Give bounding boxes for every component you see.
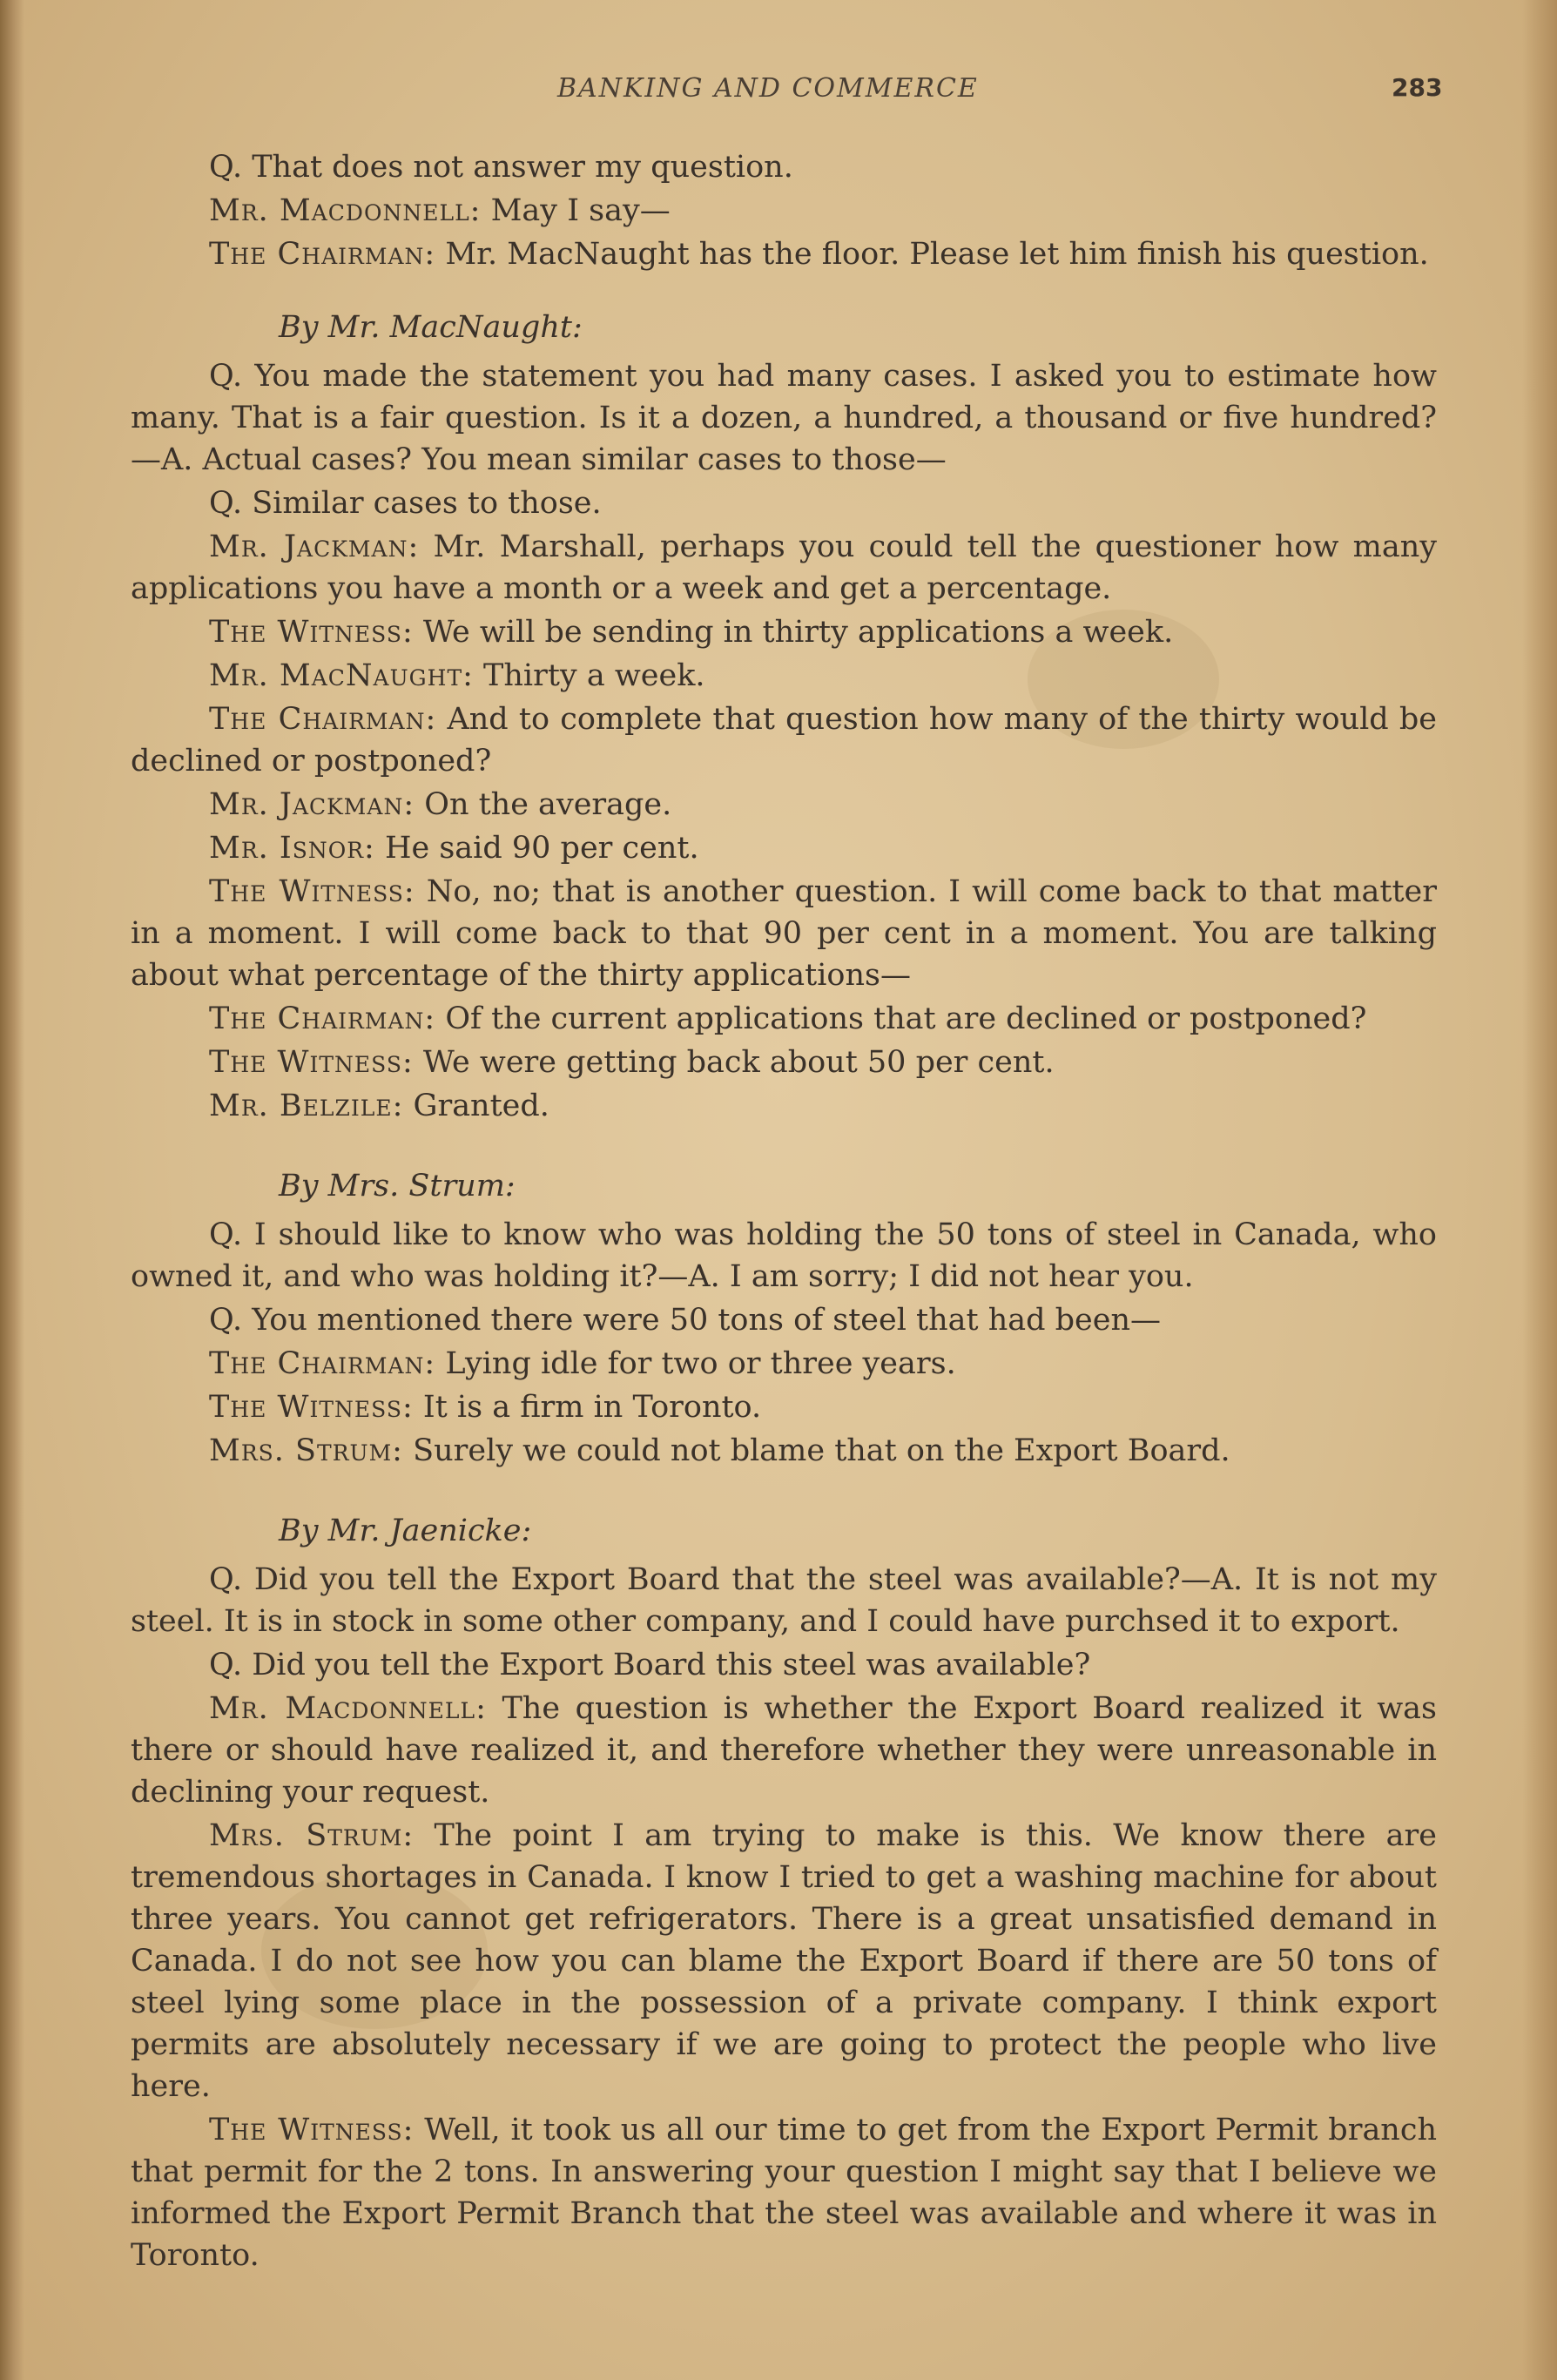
paragraph-text: We were getting back about 50 per cent. — [413, 1045, 1055, 1080]
transcript-paragraph — [131, 784, 1437, 826]
questioner-heading: By Mr. Jaenicke: — [279, 1514, 532, 1548]
transcript-paragraph — [131, 233, 1437, 275]
page-number: 283 — [1392, 73, 1443, 102]
transcript-paragraph — [131, 526, 1437, 610]
transcript-paragraph — [131, 1386, 1437, 1428]
paragraph-text: Of the current applications that are declined or postponed? — [435, 1001, 1367, 1036]
paragraph-text: May I say— — [481, 193, 671, 228]
transcript-paragraph — [131, 1085, 1437, 1127]
paragraph-text: Q. I should like to know who was holding the 50 tons of steel in Canada, who owned it, and who was holding it?—A. I am sorry; I did not hear you. — [131, 1217, 1437, 1294]
page-edge-right — [1522, 0, 1557, 2380]
paragraph-text: Q. Did you tell the Export Board that the steel was available?—A. It is not my steel. It is in stock in some other company, and I could have purchsed it to export. — [131, 1562, 1437, 1639]
transcript-body — [131, 146, 1437, 2323]
paragraph-text: Q. That does not answer my question. — [209, 150, 793, 185]
questioner-heading: By Mr. MacNaught: — [279, 310, 583, 345]
transcript-paragraph — [131, 1815, 1437, 2107]
speaker-label: Mr. Isnor: — [209, 831, 375, 866]
paragraph-text: The point I am trying to make is this. We know there are tremendous shortages in Canada. I know I tried to get a washing machine for about three years. You cannot get refrigerators. There is a great unsatisfied demand in Canada. I do not see how you can blame the Export Board if there are 50 tons of steel lying some place in the possession of a private company. I think export permits are absolutely necessary if we are going to protect the people who live here. — [131, 1818, 1437, 2104]
page-edge-left — [0, 0, 24, 2380]
paragraph-text: Mr. MacNaught has the floor. Please let him finish his question. — [435, 237, 1429, 272]
paragraph-text: It is a firm in Toronto. — [413, 1390, 762, 1425]
transcript-paragraph — [131, 611, 1437, 653]
paragraph-text: Surely we could not blame that on the Export Board. — [402, 1433, 1230, 1468]
speaker-label: The Witness: — [209, 874, 415, 909]
paragraph-text: Well, it took us all our time to get from the Export Permit branch that permit for the 2 tons. In answering your question I might say that I believe we informed the Export Permit Branch that the steel was available and where it was in Toronto. — [131, 2113, 1437, 2273]
transcript-paragraph — [131, 1688, 1437, 1813]
paragraph-text: Mr. Marshall, perhaps you could tell the questioner how many applications you have a month or a week and get a percentage. — [131, 529, 1438, 606]
questioner-heading: By Mrs. Strum: — [279, 1169, 516, 1203]
transcript-paragraph — [131, 998, 1437, 1040]
transcript-paragraph — [131, 1430, 1437, 1472]
speaker-label: Mr. Macdonnell: — [209, 193, 482, 228]
transcript-paragraph — [131, 1214, 1437, 1298]
transcript-paragraph — [131, 482, 1437, 524]
transcript-paragraph — [131, 146, 1437, 188]
speaker-label: The Chairman: — [209, 237, 436, 272]
running-head — [0, 73, 1557, 111]
speaker-label: Mr. Jackman: — [209, 529, 420, 564]
paragraph-text: Q. Similar cases to those. — [209, 486, 602, 521]
paragraph-text: And to complete that question how many of the thirty would be declined or postponed? — [131, 702, 1437, 779]
speaker-label: Mr. Jackman: — [209, 787, 415, 822]
paragraph-text: No, no; that is another question. I will come back to that matter in a moment. I will come back to that 90 per cent in a moment. You are talking about what percentage of the thirty applications— — [131, 874, 1437, 993]
paragraph-text: Thirty a week. — [473, 658, 705, 693]
speaker-label: Mr. Belzile: — [209, 1089, 404, 1123]
paragraph-text: Lying idle for two or three years. — [435, 1346, 956, 1381]
transcript-paragraph — [131, 1299, 1437, 1341]
transcript-paragraph — [131, 2109, 1437, 2276]
transcript-paragraph — [131, 698, 1437, 782]
running-title: BANKING AND COMMERCE — [557, 73, 979, 104]
transcript-paragraph — [131, 871, 1437, 996]
paragraph-text: On the average. — [415, 787, 672, 822]
speaker-label: Mr. Macdonnell: — [209, 1691, 487, 1726]
speaker-label: The Witness: — [209, 1045, 414, 1080]
speaker-label: Mrs. Strum: — [209, 1818, 415, 1853]
transcript-paragraph — [131, 1343, 1437, 1385]
speaker-label: The Witness: — [209, 2113, 415, 2147]
speaker-label: The Chairman: — [209, 1346, 436, 1381]
speaker-label: Mr. MacNaught: — [209, 658, 474, 693]
paragraph-text: The question is whether the Export Board realized it was there or should have realized it, and therefore whether they were unreasonable in declining your request. — [131, 1691, 1437, 1810]
transcript-paragraph — [131, 827, 1437, 869]
speaker-label: Mrs. Strum: — [209, 1433, 403, 1468]
paragraph-text: Q. You mentioned there were 50 tons of steel that had been— — [209, 1303, 1162, 1338]
transcript-paragraph — [131, 355, 1437, 481]
transcript-paragraph — [131, 1559, 1437, 1642]
paragraph-text: We will be sending in thirty applications a week. — [413, 615, 1174, 650]
speaker-label: The Witness: — [209, 615, 414, 650]
speaker-label: The Chairman: — [209, 702, 437, 737]
paragraph-text: Q. Did you tell the Export Board this steel was available? — [209, 1648, 1091, 1682]
paragraph-text: Granted. — [403, 1089, 549, 1123]
transcript-paragraph — [131, 655, 1437, 697]
speaker-label: The Chairman: — [209, 1001, 436, 1036]
transcript-paragraph — [131, 190, 1437, 232]
transcript-paragraph — [131, 1042, 1437, 1083]
speaker-label: The Witness: — [209, 1390, 414, 1425]
paragraph-text: Q. You made the statement you had many cases. I asked you to estimate how many. That is a fair question. Is it a dozen, a hundred, a thousand or five hundred?—A. Actual cases? You mean similar cases to those— — [131, 359, 1437, 477]
paragraph-text: He said 90 per cent. — [374, 831, 699, 866]
transcript-paragraph — [131, 1644, 1437, 1686]
